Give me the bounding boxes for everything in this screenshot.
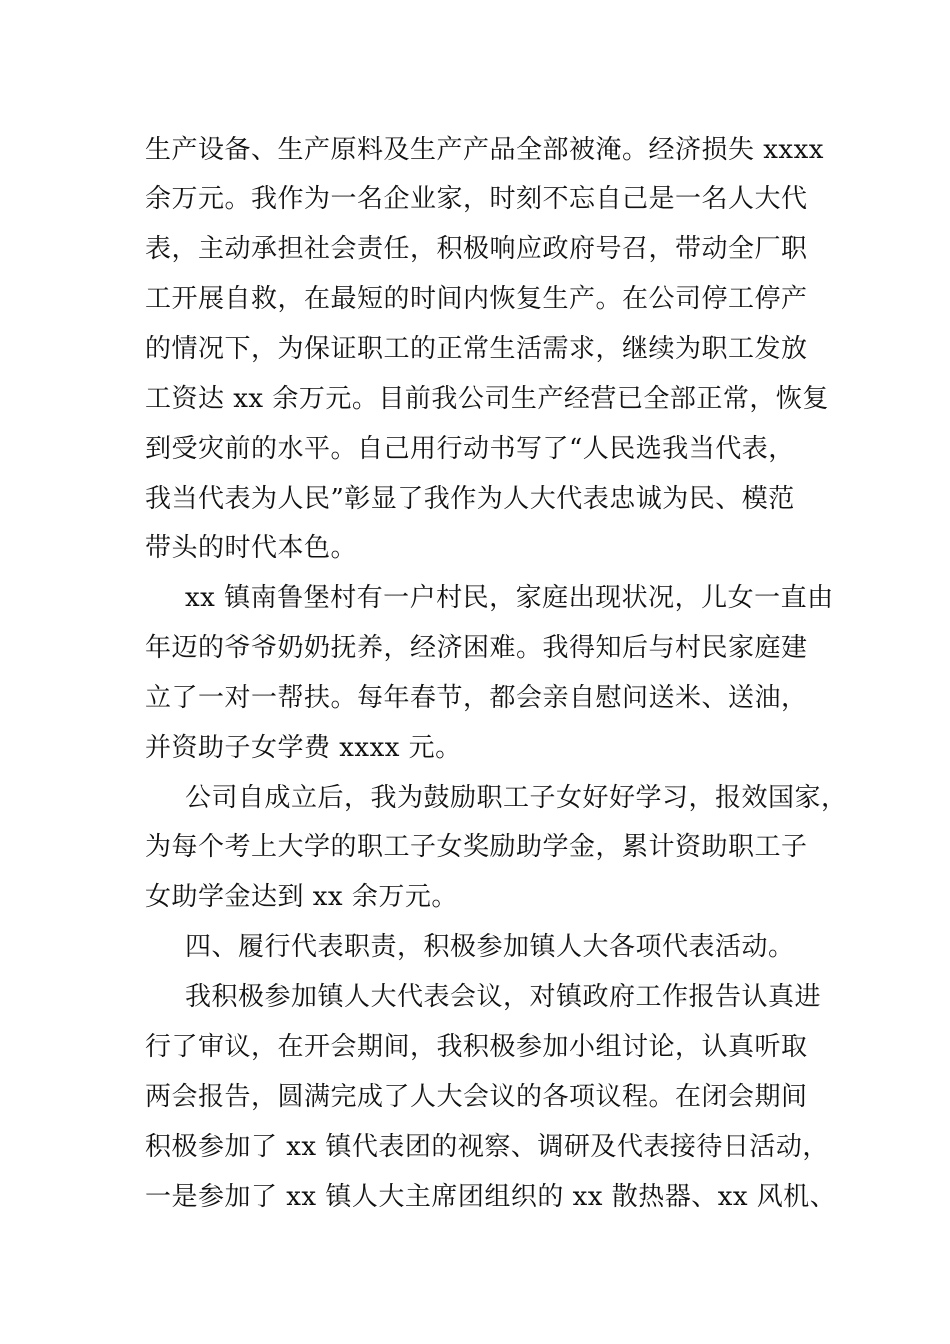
text-line: 带头的时代本色。 bbox=[145, 533, 358, 563]
section-heading: 四、履行代表职责，积极参加镇人大各项代表活动。 bbox=[185, 932, 795, 962]
paragraph-start-line: xx 镇南鲁堡村有一户村民，家庭出现状况，儿女一直由 bbox=[185, 583, 834, 613]
text-line: 两会报告，圆满完成了人大会议的各项议程。在闭会期间 bbox=[145, 1082, 808, 1112]
text-line: 行了审议，在开会期间，我积极参加小组讨论，认真听取 bbox=[145, 1032, 808, 1062]
text-line: 余万元。我作为一名企业家，时刻不忘自己是一名人大代 bbox=[145, 184, 808, 214]
paragraph-start-line: 我积极参加镇人大代表会议，对镇政府工作报告认真进 bbox=[185, 982, 822, 1012]
text-line: 生产设备、生产原料及生产产品全部被淹。经济损失 xxxx bbox=[145, 135, 824, 165]
text-line: 表，主动承担社会责任，积极响应政府号召，带动全厂职 bbox=[145, 234, 808, 264]
text-line: 年迈的爷爷奶奶抚养，经济困难。我得知后与村民家庭建 bbox=[145, 633, 808, 663]
text-line: 积极参加了 xx 镇代表团的视察、调研及代表接待日活动， bbox=[145, 1132, 829, 1162]
text-line: 女助学金达到 xx 余万元。 bbox=[145, 882, 458, 912]
text-line: 我当代表为人民”彰显了我作为人大代表忠诚为民、模范 bbox=[145, 484, 795, 514]
text-line: 的情况下，为保证职工的正常生活需求，继续为职工发放 bbox=[145, 334, 808, 364]
text-line: 到受灾前的水平。自己用行动书写了“人民选我当代表， bbox=[145, 434, 795, 464]
text-line: 工资达 xx 余万元。目前我公司生产经营已全部正常，恢复 bbox=[145, 384, 829, 414]
text-line: 立了一对一帮扶。每年春节，都会亲自慰问送米、送油， bbox=[145, 683, 808, 713]
text-line: 一是参加了 xx 镇人大主席团组织的 xx 散热器、xx 风机、 bbox=[145, 1182, 837, 1212]
text-line: 工开展自救，在最短的时间内恢复生产。在公司停工停产 bbox=[145, 284, 808, 314]
text-line: 为每个考上大学的职工子女奖励助学金，累计资助职工子 bbox=[145, 832, 808, 862]
text-line: 并资助子女学费 xxxx 元。 bbox=[145, 733, 462, 763]
paragraph-start-line: 公司自成立后，我为鼓励职工子女好好学习，报效国家， bbox=[185, 783, 848, 813]
